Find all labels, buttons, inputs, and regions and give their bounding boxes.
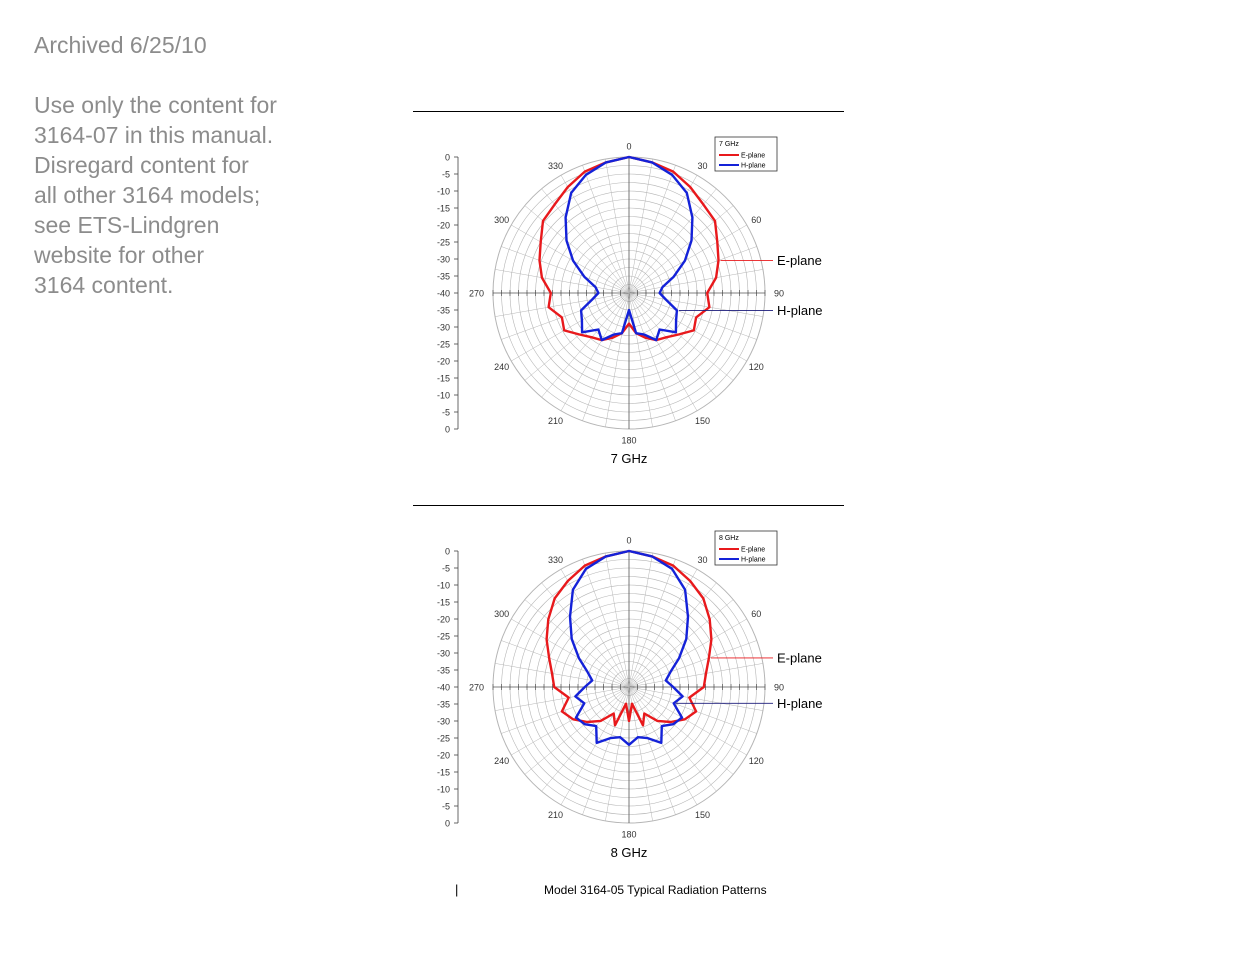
note-line: 3164-07 in this manual. bbox=[34, 122, 274, 148]
e-plane-callout-label: E-plane bbox=[777, 650, 822, 666]
legend-label: H-plane bbox=[741, 556, 766, 564]
angle-label: 330 bbox=[547, 555, 564, 566]
angle-label: 330 bbox=[547, 161, 564, 172]
radial-scale-label: -25 bbox=[436, 631, 450, 642]
grid-spoke bbox=[629, 687, 733, 774]
angle-label: 120 bbox=[748, 362, 764, 372]
angle-label: 150 bbox=[694, 809, 711, 820]
radial-scale-label: -30 bbox=[436, 322, 450, 333]
grid-spoke bbox=[629, 293, 757, 340]
radial-scale-label: -20 bbox=[436, 614, 450, 625]
radial-scale-label: -10 bbox=[436, 784, 450, 795]
angle-label: 210 bbox=[547, 415, 564, 426]
grid-spoke bbox=[582, 687, 629, 815]
radial-scale-label: -5 bbox=[441, 407, 450, 418]
note-line: website for other bbox=[34, 242, 205, 268]
polar-chart-8ghz bbox=[413, 524, 844, 869]
grid-spoke bbox=[629, 293, 716, 397]
radial-scale-label: 0 bbox=[444, 152, 450, 163]
radial-scale-label: -30 bbox=[436, 648, 450, 659]
polar-chart-7ghz-svg bbox=[413, 130, 844, 475]
grid-spoke bbox=[629, 687, 676, 815]
radial-scale-label: -35 bbox=[436, 665, 450, 676]
angle-label: 0 bbox=[626, 141, 632, 152]
angle-label: 300 bbox=[494, 215, 510, 225]
radial-scale-label: -30 bbox=[436, 716, 450, 727]
grid-spoke bbox=[629, 246, 757, 293]
radial-scale-label: -25 bbox=[436, 733, 450, 744]
angle-label: 210 bbox=[547, 809, 564, 820]
radial-scale-label: -30 bbox=[436, 254, 450, 265]
legend-title: 8 GHz bbox=[719, 535, 739, 542]
radial-scale-label: 0 bbox=[444, 424, 450, 435]
footer-bar: | bbox=[455, 882, 459, 897]
grid-spoke bbox=[525, 687, 629, 774]
radial-scale-label: -20 bbox=[436, 750, 450, 761]
polar-chart-8ghz-svg bbox=[413, 524, 844, 869]
legend-label: H-plane bbox=[741, 162, 766, 170]
angle-label: 150 bbox=[694, 415, 711, 426]
grid-spoke bbox=[629, 600, 733, 687]
angle-label: 30 bbox=[697, 555, 708, 566]
usage-note bbox=[34, 90, 334, 300]
radial-scale-label: -25 bbox=[436, 339, 450, 350]
chart-title: 8 GHz bbox=[610, 845, 648, 860]
radial-scale-label: -35 bbox=[436, 699, 450, 710]
e-plane-callout-label: E-plane bbox=[777, 252, 822, 268]
radial-scale-label: -15 bbox=[436, 767, 450, 778]
legend-label: E-plane bbox=[741, 546, 766, 554]
grid-spoke bbox=[501, 640, 629, 687]
grid-spoke bbox=[582, 559, 629, 687]
note-line: 3164 content. bbox=[34, 272, 174, 298]
radial-scale-label: -15 bbox=[436, 373, 450, 384]
grid-spoke bbox=[629, 165, 676, 293]
note-line: Disregard content for bbox=[34, 152, 249, 178]
h-plane-callout-label: H-plane bbox=[777, 302, 823, 318]
radial-scale-label: -5 bbox=[441, 169, 450, 180]
note-line: see ETS-Lindgren bbox=[34, 212, 220, 238]
radial-scale-label: -35 bbox=[436, 271, 450, 282]
radial-scale-label: -15 bbox=[436, 597, 450, 608]
radial-scale-label: -40 bbox=[436, 288, 450, 299]
radial-scale-label: -5 bbox=[441, 563, 450, 574]
radial-scale-label: -10 bbox=[436, 186, 450, 197]
grid-spoke bbox=[525, 600, 629, 687]
angle-label: 180 bbox=[621, 435, 637, 446]
angle-label: 30 bbox=[697, 161, 708, 172]
angle-label: 60 bbox=[751, 215, 762, 225]
radial-scale-label: -10 bbox=[436, 390, 450, 401]
top-rule bbox=[413, 111, 844, 112]
figure-caption: Model 3164-05 Typical Radiation Patterns bbox=[544, 883, 767, 897]
legend-title: 7 GHz bbox=[719, 141, 739, 148]
angle-label: 180 bbox=[621, 829, 637, 840]
radial-scale-label: 0 bbox=[444, 818, 450, 829]
angle-label: 240 bbox=[494, 362, 510, 372]
angle-label: 270 bbox=[468, 682, 484, 693]
archived-date: Archived 6/25/10 bbox=[34, 32, 207, 58]
radial-scale-label: -35 bbox=[436, 305, 450, 316]
h-plane-callout-label: H-plane bbox=[777, 695, 823, 711]
radial-scale-label: -10 bbox=[436, 580, 450, 591]
angle-label: 90 bbox=[774, 682, 785, 693]
radial-scale-label: -25 bbox=[436, 237, 450, 248]
angle-label: 0 bbox=[626, 535, 632, 546]
grid-spoke bbox=[629, 293, 676, 421]
grid-spoke bbox=[501, 293, 629, 340]
grid-spoke bbox=[542, 293, 629, 397]
archive-note bbox=[34, 30, 334, 300]
grid-spoke bbox=[582, 165, 629, 293]
angle-label: 240 bbox=[494, 756, 510, 766]
grid-spoke bbox=[629, 640, 757, 687]
angle-label: 60 bbox=[751, 609, 762, 619]
legend-label: E-plane bbox=[741, 152, 766, 160]
grid-spoke bbox=[501, 246, 629, 293]
angle-label: 90 bbox=[774, 288, 785, 299]
grid-spoke bbox=[582, 293, 629, 421]
radial-scale-label: 0 bbox=[444, 546, 450, 557]
radial-scale-label: -15 bbox=[436, 203, 450, 214]
grid-spoke bbox=[629, 559, 676, 687]
radial-scale-label: -20 bbox=[436, 356, 450, 367]
radial-scale-label: -20 bbox=[436, 220, 450, 231]
chart-title: 7 GHz bbox=[610, 451, 648, 466]
radial-scale-label: -5 bbox=[441, 801, 450, 812]
note-line: Use only the content for bbox=[34, 92, 277, 118]
middle-rule bbox=[413, 505, 844, 506]
note-line: all other 3164 models; bbox=[34, 182, 261, 208]
polar-chart-7ghz bbox=[413, 130, 844, 475]
angle-label: 270 bbox=[468, 288, 484, 299]
angle-label: 300 bbox=[494, 609, 510, 619]
angle-label: 120 bbox=[748, 756, 764, 766]
radial-scale-label: -40 bbox=[436, 682, 450, 693]
